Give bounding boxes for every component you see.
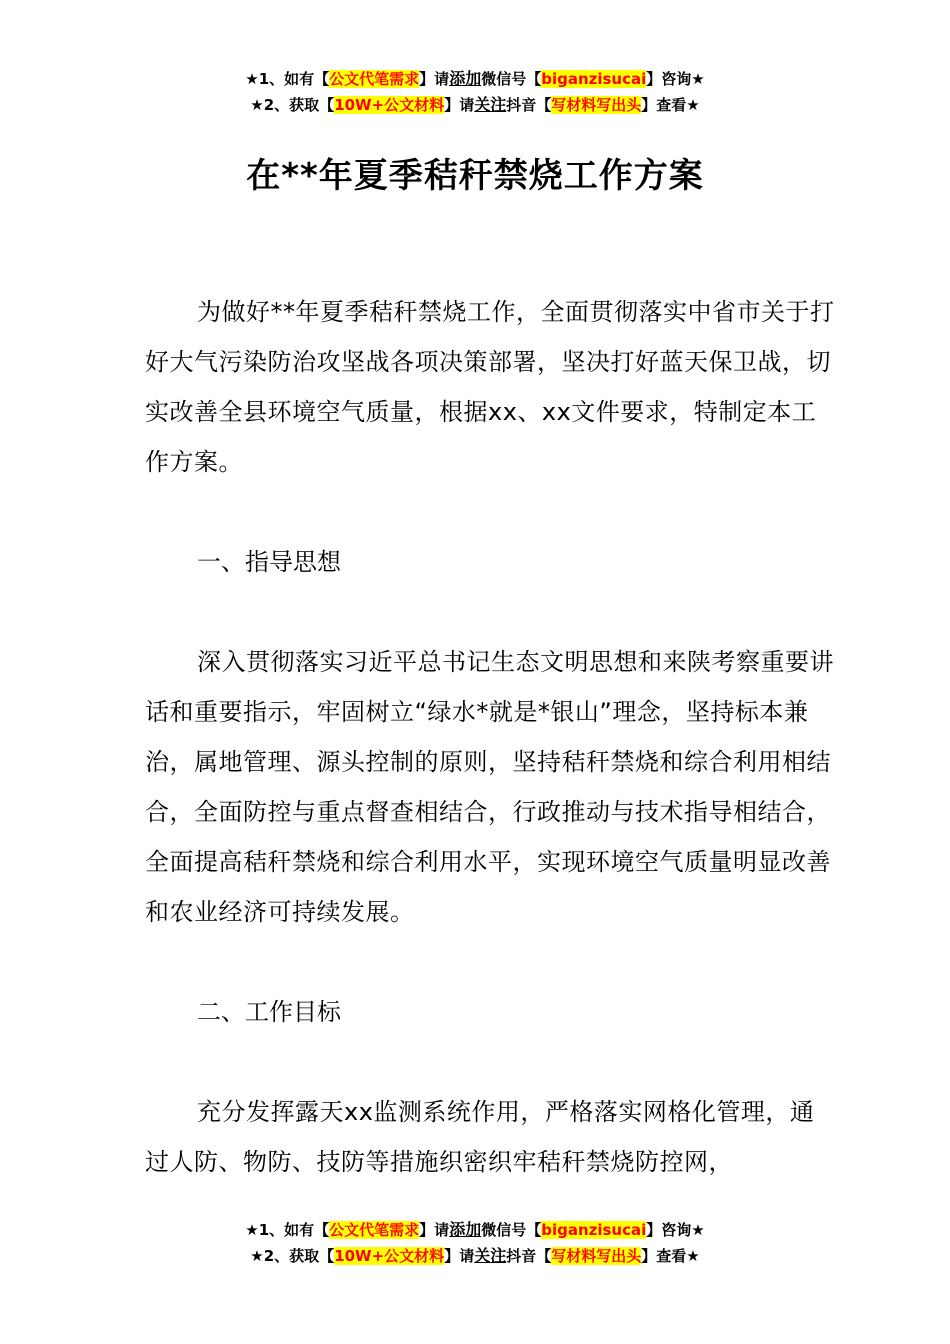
banner-text: 抖音【	[506, 1247, 552, 1265]
banner-text: 】查看★	[641, 1247, 700, 1265]
highlight-douyin-id: 写材料写出头	[551, 96, 642, 114]
highlight-service: 公文代笔需求	[329, 70, 420, 88]
banner-text: 抖音【	[506, 96, 552, 114]
spacer	[145, 937, 835, 987]
banner-text: ★2、获取【	[250, 96, 335, 114]
emphasis-text: 关注	[474, 1246, 507, 1265]
banner-text: 】请	[419, 1221, 450, 1239]
banner-text: 】查看★	[641, 96, 700, 114]
banner-text: 】请	[444, 96, 475, 114]
section-paragraph-guiding-ideology: 深入贯彻落实习近平总书记生态文明思想和来陕考察重要讲话和重要指示，牢固树立“绿水*就是*银山”理念，坚持标本兼治，属地管理、源头控制的原则，坚持秸秆禁烧和综合利用相结合，全面防控与重点督查相结合，行政推动与技术指导相结合，全面提高秸秆禁烧和综合利用水平，实现环境空气质量明显改善和农业经济可持续发展。	[145, 648, 834, 926]
banner-text: 】咨询★	[646, 70, 705, 88]
highlight-wechat-id: biganzisucai	[541, 70, 647, 88]
header-banner	[0, 66, 950, 118]
banner-text: 微信号【	[481, 1221, 542, 1239]
highlight-service: 公文代笔需求	[329, 1221, 420, 1239]
highlight-materials: 10W+公文材料	[334, 1247, 445, 1265]
spacer	[145, 587, 835, 637]
emphasis-text: 添加	[449, 69, 482, 88]
banner-line-2	[0, 92, 950, 118]
spacer	[145, 487, 835, 537]
intro-paragraph: 为做好**年夏季秸秆禁烧工作，全面贯彻落实中省市关于打好大气污染防治攻坚战各项决策部署，坚决打好蓝天保卫战，切实改善全县环境空气质量，根据xx、xx文件要求，特制定本工作方案。	[145, 298, 835, 476]
section-heading-work-goals: 二、工作目标	[197, 998, 341, 1026]
banner-line-2	[0, 1243, 950, 1269]
highlight-wechat-id: biganzisucai	[541, 1221, 647, 1239]
emphasis-text: 关注	[474, 95, 507, 114]
banner-text: 】请	[444, 1247, 475, 1265]
document-title: 在**年夏季秸秆禁烧工作方案	[246, 156, 704, 196]
banner-text: 】咨询★	[646, 1221, 705, 1239]
footer-banner	[0, 1217, 950, 1269]
banner-text: 微信号【	[481, 70, 542, 88]
banner-line-1	[0, 66, 950, 92]
banner-text: ★1、如有【	[245, 1221, 330, 1239]
highlight-douyin-id: 写材料写出头	[551, 1247, 642, 1265]
highlight-materials: 10W+公文材料	[334, 96, 445, 114]
section-heading-guiding-ideology: 一、指导思想	[197, 548, 341, 576]
document-body	[145, 287, 835, 1187]
section-paragraph-work-goals: 充分发挥露天xx监测系统作用，严格落实网格化管理，通过人防、物防、技防等措施织密织牢秸秆禁烧防控网，	[145, 1098, 815, 1176]
spacer	[145, 1037, 835, 1087]
emphasis-text: 添加	[449, 1220, 482, 1239]
banner-line-1	[0, 1217, 950, 1243]
banner-text: ★1、如有【	[245, 70, 330, 88]
banner-text: 】请	[419, 70, 450, 88]
banner-text: ★2、获取【	[250, 1247, 335, 1265]
